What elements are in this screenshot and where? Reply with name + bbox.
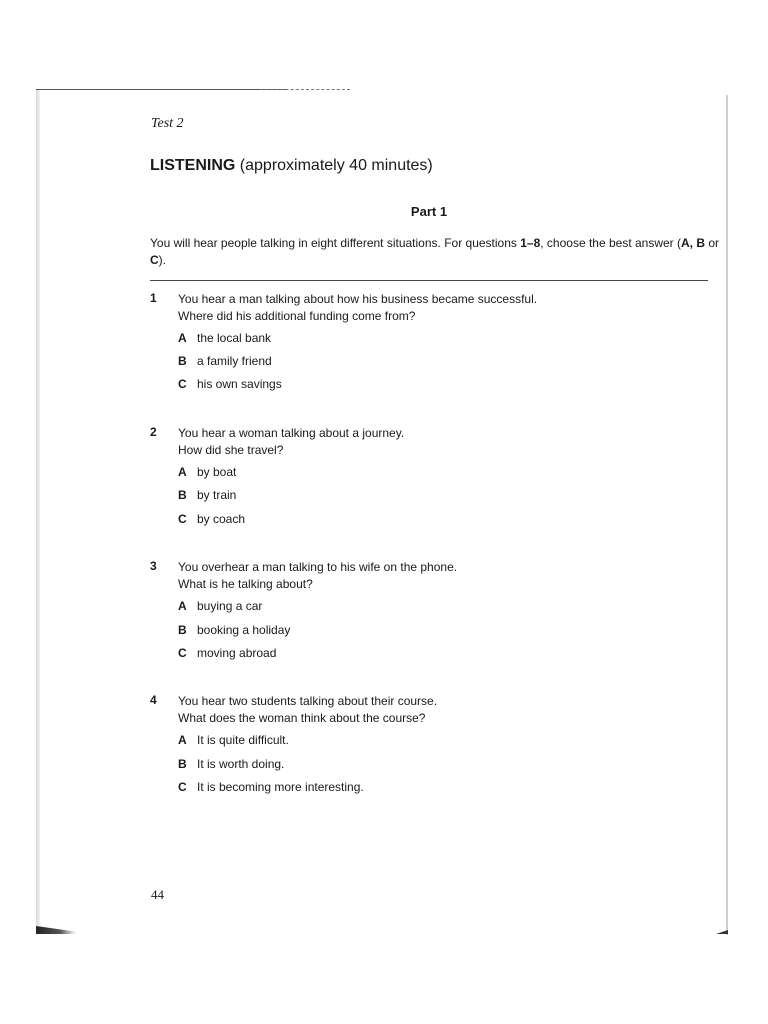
question-stem xyxy=(178,559,457,593)
page-edge-top-dash xyxy=(260,89,350,91)
question-line-2: How did she travel? xyxy=(178,443,284,457)
section-title-rest: (approximately 40 minutes) xyxy=(235,157,433,174)
page-number: 44 xyxy=(151,887,164,902)
instructions-range: 1–8 xyxy=(520,236,541,250)
instructions-text-or: or xyxy=(705,236,720,250)
option-a xyxy=(178,598,262,614)
question-number: 4 xyxy=(150,693,157,707)
option-text: It is becoming more interesting. xyxy=(197,780,364,794)
option-b xyxy=(178,756,284,772)
test-label: Test 2 xyxy=(151,116,184,131)
option-a xyxy=(178,464,236,480)
option-letter: B xyxy=(178,354,187,368)
option-letter: A xyxy=(178,733,187,747)
page-edge-right xyxy=(726,95,728,935)
option-c xyxy=(178,511,245,527)
divider-rule xyxy=(150,280,708,281)
option-text: his own savings xyxy=(197,377,282,391)
option-b xyxy=(178,487,236,503)
section-title xyxy=(150,157,433,175)
option-b xyxy=(178,353,272,369)
option-letter: C xyxy=(178,646,187,660)
option-letter: B xyxy=(178,757,187,771)
question-line-1: You hear a man talking about how his business became successful. xyxy=(178,292,538,306)
question-number: 1 xyxy=(150,291,157,305)
option-text: by coach xyxy=(197,512,246,526)
part-title: Part 1 xyxy=(410,204,448,219)
option-text: booking a holiday xyxy=(197,623,291,637)
question-line-2: What is he talking about? xyxy=(178,577,313,591)
option-text: a family friend xyxy=(197,354,272,368)
section-title-bold: LISTENING xyxy=(150,157,236,174)
question-number: 3 xyxy=(150,559,157,573)
option-letter: C xyxy=(178,377,187,391)
page-edge-left-corner xyxy=(36,926,76,934)
question-line-1: You hear a woman talking about a journey. xyxy=(178,426,405,440)
option-text: by train xyxy=(197,488,237,502)
instructions xyxy=(150,235,720,269)
question-stem xyxy=(178,693,437,727)
instructions-text-end: ). xyxy=(158,253,167,267)
option-letter: A xyxy=(178,331,187,345)
option-text: It is worth doing. xyxy=(197,757,285,771)
option-c xyxy=(178,376,282,392)
question-stem xyxy=(178,291,537,325)
option-text: buying a car xyxy=(197,599,263,613)
question-line-2: What does the woman think about the course? xyxy=(178,711,426,725)
option-letter: B xyxy=(178,623,187,637)
option-letter: A xyxy=(178,599,187,613)
option-letter: B xyxy=(178,488,187,502)
question-line-1: You overhear a man talking to his wife on the phone. xyxy=(178,560,458,574)
option-text: by boat xyxy=(197,465,237,479)
option-a xyxy=(178,330,271,346)
option-a xyxy=(178,732,289,748)
option-text: It is quite difficult. xyxy=(197,733,289,747)
question-line-1: You hear two students talking about their course. xyxy=(178,694,438,708)
instructions-letters: A, B xyxy=(681,236,706,250)
instructions-letter-c: C xyxy=(150,253,159,267)
instructions-text-middle: , choose the best answer ( xyxy=(540,236,682,250)
option-letter: C xyxy=(178,512,187,526)
question-number: 2 xyxy=(150,425,157,439)
option-text: the local bank xyxy=(197,331,272,345)
option-c xyxy=(178,645,276,661)
option-c xyxy=(178,779,364,795)
instructions-text-before: You will hear people talking in eight different situations. For questions xyxy=(150,236,521,250)
option-b xyxy=(178,622,290,638)
question-stem xyxy=(178,425,404,459)
option-letter: A xyxy=(178,465,187,479)
option-letter: C xyxy=(178,780,187,794)
question-line-2: Where did his additional funding come from? xyxy=(178,309,416,323)
option-text: moving abroad xyxy=(197,646,277,660)
page-edge-top xyxy=(36,89,286,90)
